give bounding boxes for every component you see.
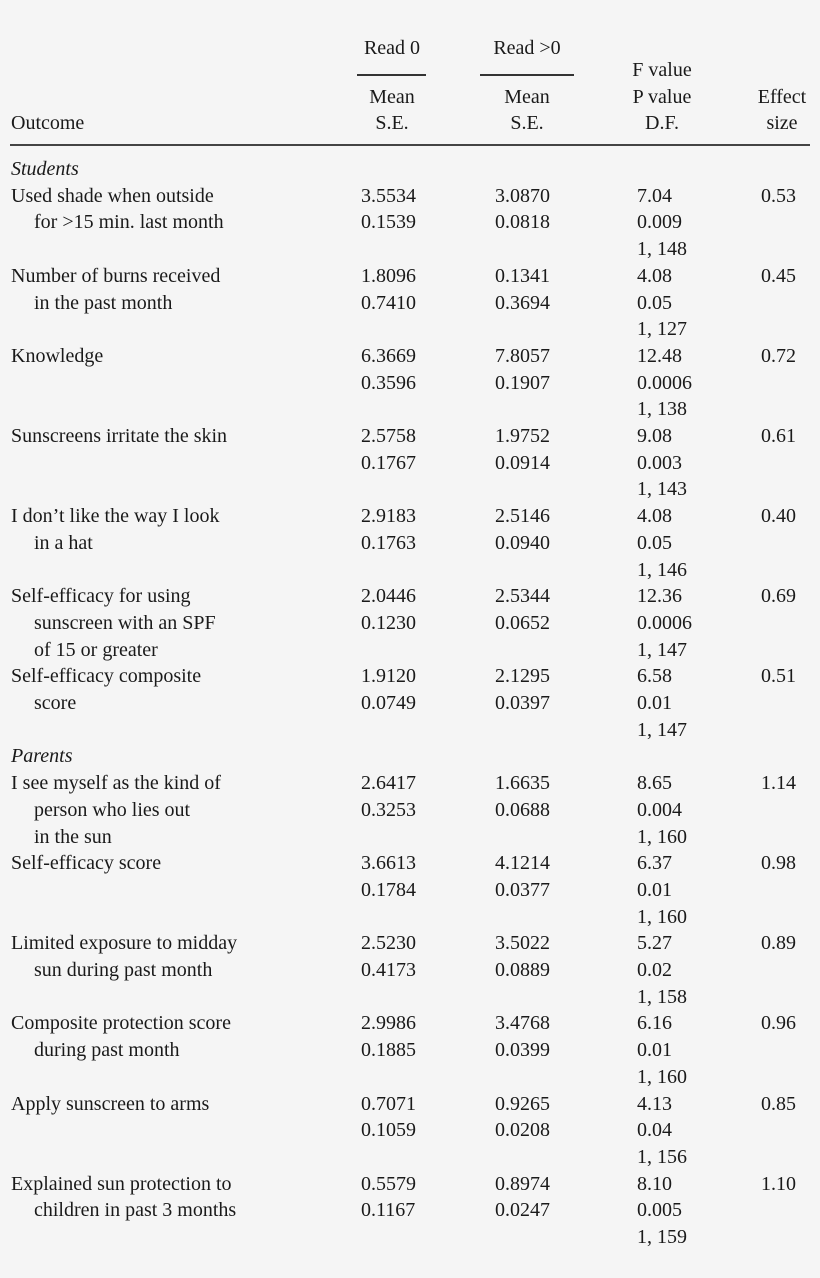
read0-cell <box>361 1091 416 1144</box>
effect-value: 0.61 <box>761 425 796 447</box>
readgt0-se-label: S.E. <box>510 112 544 134</box>
outcome-line: in the past month <box>34 291 173 314</box>
p-value: 0.009 <box>637 211 682 234</box>
read0-se-value: 0.1885 <box>361 1039 416 1062</box>
p-value: 0.005 <box>637 1199 682 1222</box>
read0-cell <box>361 503 416 556</box>
f-value: 12.48 <box>637 344 682 367</box>
read0-cell <box>361 850 416 903</box>
readgt-mean-value: 4.1214 <box>495 852 550 875</box>
read0-cell <box>361 770 416 823</box>
read0-mean-value: 2.5758 <box>361 425 416 447</box>
read0-se-value: 0.3596 <box>361 371 416 394</box>
p-value: 0.004 <box>637 798 682 821</box>
readgt-se-value: 0.0914 <box>495 451 550 474</box>
effect-size-cell <box>761 850 796 877</box>
effect-value: 0.96 <box>761 1012 796 1035</box>
read0-cell <box>361 1171 416 1224</box>
df-value: 1, 158 <box>637 985 687 1008</box>
readgt0-cell <box>495 770 550 823</box>
outcome-cell <box>11 263 220 316</box>
outcome-cell <box>11 583 216 663</box>
read0-se-value: 0.1059 <box>361 1119 416 1142</box>
readgt0-cell <box>495 1171 550 1224</box>
df-value: 1, 148 <box>637 238 687 261</box>
readgt0-cell <box>495 183 550 236</box>
effect-value: 0.45 <box>761 264 796 287</box>
df-value: 1, 156 <box>637 1145 687 1168</box>
read0-group-label: Read 0 <box>363 37 421 59</box>
section-label: Students <box>11 158 79 180</box>
read0-mean-value: 2.6417 <box>361 772 416 795</box>
df-value: 1, 138 <box>637 398 687 421</box>
read0-mean-value: 1.8096 <box>361 264 416 287</box>
outcome-line: I don’t like the way I look <box>11 505 220 528</box>
f-value: 6.58 <box>637 665 672 688</box>
effect-size-cell <box>761 663 796 690</box>
readgt-mean-value: 0.1341 <box>495 264 550 287</box>
outcome-line: score <box>34 692 77 714</box>
stats-cell <box>637 263 687 343</box>
p-value: 0.01 <box>637 1039 672 1062</box>
outcome-line: Explained sun protection to <box>11 1172 232 1195</box>
effect-size-cell <box>761 1171 796 1198</box>
outcome-cell <box>11 503 219 556</box>
readgt-mean-value: 3.5022 <box>495 932 550 955</box>
p-value: 0.05 <box>637 291 672 314</box>
effect-size-cell <box>761 1091 796 1118</box>
outcome-line: Knowledge <box>11 344 104 367</box>
read0-se-value: 0.7410 <box>361 291 416 314</box>
effect-size-cell <box>761 423 796 450</box>
readgt-se-value: 0.0377 <box>495 878 550 901</box>
readgt-se-value: 0.0397 <box>495 692 550 714</box>
stats-cell <box>637 850 687 930</box>
read0-se-value: 0.1784 <box>361 878 416 901</box>
outcome-cell <box>11 850 161 877</box>
f-value: 6.37 <box>637 852 672 875</box>
outcome-cell <box>11 1171 236 1224</box>
stats-cell <box>637 930 687 1010</box>
read0-se-value: 0.1767 <box>361 451 416 474</box>
read0-se-value: 0.1230 <box>361 611 416 634</box>
header-rule <box>10 144 810 146</box>
outcome-line: sunscreen with an SPF <box>34 611 216 634</box>
outcome-line: Composite protection score <box>11 1012 231 1035</box>
readgt-se-value: 0.0399 <box>495 1039 550 1062</box>
f-value: 4.13 <box>637 1092 672 1115</box>
stats-cell <box>637 1091 687 1171</box>
readgt0-group-rule <box>480 74 574 76</box>
stats-cell <box>637 583 692 663</box>
read0-mean-value: 2.9986 <box>361 1012 416 1035</box>
outcome-line: during past month <box>34 1039 180 1062</box>
p-value-label: P value <box>632 86 692 108</box>
readgt-mean-value: 1.9752 <box>495 425 550 447</box>
read0-mean-value: 3.6613 <box>361 852 416 875</box>
effect-size-cell <box>761 930 796 957</box>
df-value: 1, 143 <box>637 478 687 501</box>
effect-value: 0.72 <box>761 344 796 367</box>
outcome-line: in the sun <box>34 825 112 848</box>
f-value: 9.08 <box>637 425 672 447</box>
readgt0-cell <box>495 583 550 636</box>
outcome-cell <box>11 930 237 983</box>
outcome-cell <box>11 770 221 850</box>
read0-cell <box>361 263 416 316</box>
readgt-se-value: 0.3694 <box>495 291 550 314</box>
readgt0-cell <box>495 503 550 556</box>
read0-se-value: 0.1167 <box>361 1199 416 1222</box>
read0-se-value: 0.4173 <box>361 959 416 981</box>
readgt0-cell <box>495 850 550 903</box>
stats-cell <box>637 1010 687 1090</box>
read0-se-label: S.E. <box>375 112 409 134</box>
df-value: 1, 160 <box>637 905 687 928</box>
outcome-line: in a hat <box>34 531 93 554</box>
read0-group-rule <box>357 74 426 76</box>
f-value: 6.16 <box>637 1012 672 1035</box>
section-label: Parents <box>11 745 73 768</box>
readgt-se-value: 0.0208 <box>495 1119 550 1142</box>
effect-value: 0.98 <box>761 852 796 875</box>
outcome-line: for >15 min. last month <box>34 211 224 234</box>
stats-cell <box>637 343 692 423</box>
f-value: 8.65 <box>637 772 672 795</box>
effect-size-cell <box>761 343 796 370</box>
readgt0-cell <box>495 930 550 983</box>
read0-mean-label: Mean <box>369 86 415 108</box>
read0-mean-value: 2.5230 <box>361 932 416 955</box>
effect-value: 0.40 <box>761 505 796 528</box>
df-value: 1, 146 <box>637 558 687 581</box>
effect-value: 1.10 <box>761 1172 796 1195</box>
effect-size-cell <box>761 1010 796 1037</box>
effect-size-cell <box>761 770 796 797</box>
readgt-se-value: 0.0818 <box>495 211 550 234</box>
p-value: 0.05 <box>637 531 672 554</box>
df-label: D.F. <box>645 112 679 134</box>
outcome-cell <box>11 183 224 236</box>
outcome-cell <box>11 423 227 450</box>
readgt-se-value: 0.1907 <box>495 371 550 394</box>
p-value: 0.01 <box>637 692 672 714</box>
readgt0-cell <box>495 343 550 396</box>
stats-cell <box>637 503 687 583</box>
p-value: 0.0006 <box>637 371 692 394</box>
outcome-line: children in past 3 months <box>34 1199 237 1222</box>
read0-cell <box>361 930 416 983</box>
p-value: 0.0006 <box>637 611 692 634</box>
p-value: 0.003 <box>637 451 682 474</box>
read0-mean-value: 0.5579 <box>361 1172 416 1195</box>
outcome-line: Sunscreens irritate the skin <box>11 425 228 447</box>
readgt0-group-label: Read >0 <box>493 37 561 59</box>
readgt-mean-value: 2.1295 <box>495 665 550 688</box>
readgt-mean-value: 2.5146 <box>495 505 550 528</box>
readgt-mean-value: 0.8974 <box>495 1172 550 1195</box>
outcome-line: Used shade when outside <box>11 184 214 207</box>
outcome-column-header: Outcome <box>11 112 85 134</box>
readgt0-mean-label: Mean <box>504 86 550 108</box>
stats-cell <box>637 423 687 503</box>
effect-size-cell <box>761 503 796 530</box>
outcome-line: Apply sunscreen to arms <box>11 1092 210 1115</box>
readgt-mean-value: 7.8057 <box>495 344 550 367</box>
outcome-line: Limited exposure to midday <box>11 932 238 955</box>
outcome-cell <box>11 663 201 716</box>
readgt-mean-value: 2.5344 <box>495 585 550 608</box>
outcome-line: Self-efficacy for using <box>11 585 191 608</box>
f-value-label: F value <box>632 59 692 81</box>
outcome-line: person who lies out <box>34 798 191 821</box>
effect-size-cell <box>761 183 796 210</box>
readgt0-cell <box>495 1091 550 1144</box>
f-value: 7.04 <box>637 184 672 207</box>
readgt-mean-value: 3.4768 <box>495 1012 550 1035</box>
df-value: 1, 160 <box>637 1065 687 1088</box>
read0-cell <box>361 423 416 476</box>
stats-cell <box>637 183 687 263</box>
p-value: 0.01 <box>637 878 672 901</box>
df-value: 1, 147 <box>637 638 687 661</box>
outcome-cell <box>11 343 103 370</box>
stats-cell <box>637 770 687 850</box>
readgt-se-value: 0.0247 <box>495 1199 550 1222</box>
p-value: 0.04 <box>637 1119 672 1142</box>
outcome-line: of 15 or greater <box>34 638 158 661</box>
readgt0-cell <box>495 263 550 316</box>
df-value: 1, 147 <box>637 718 687 741</box>
f-value: 4.08 <box>637 264 672 287</box>
effect-value: 1.14 <box>761 772 796 795</box>
effect-value: 0.51 <box>761 665 796 688</box>
readgt-mean-value: 3.0870 <box>495 184 550 207</box>
effect-label: Effect <box>757 86 807 108</box>
outcome-line: sun during past month <box>34 959 213 981</box>
stats-cell <box>637 1171 687 1251</box>
read0-se-value: 0.0749 <box>361 692 416 714</box>
f-value: 12.36 <box>637 585 682 608</box>
read0-cell <box>361 183 416 236</box>
f-value: 5.27 <box>637 932 672 955</box>
df-value: 1, 127 <box>637 318 687 341</box>
readgt-se-value: 0.0652 <box>495 611 550 634</box>
read0-mean-value: 0.7071 <box>361 1092 416 1115</box>
readgt-mean-value: 0.9265 <box>495 1092 550 1115</box>
effect-size-cell <box>761 583 796 610</box>
read0-se-value: 0.1539 <box>361 211 416 234</box>
f-value: 8.10 <box>637 1172 672 1195</box>
size-label: size <box>766 112 798 134</box>
outcome-cell <box>11 1010 231 1063</box>
effect-value: 0.69 <box>761 585 796 608</box>
f-value: 4.08 <box>637 505 672 528</box>
readgt0-cell <box>495 1010 550 1063</box>
outcome-line: Self-efficacy composite <box>11 665 202 688</box>
readgt-se-value: 0.0889 <box>495 959 550 981</box>
readgt0-cell <box>495 663 550 716</box>
effect-value: 0.53 <box>761 184 796 207</box>
read0-mean-value: 6.3669 <box>361 344 416 367</box>
read0-mean-value: 1.9120 <box>361 665 416 688</box>
read0-se-value: 0.3253 <box>361 798 416 821</box>
readgt-se-value: 0.0688 <box>495 798 550 821</box>
effect-size-cell <box>761 263 796 290</box>
effect-value: 0.85 <box>761 1092 796 1115</box>
outcome-line: I see myself as the kind of <box>11 772 221 795</box>
outcome-cell <box>11 1091 209 1118</box>
df-value: 1, 159 <box>637 1226 687 1248</box>
stats-cell <box>637 663 687 743</box>
readgt-mean-value: 1.6635 <box>495 772 550 795</box>
df-value: 1, 160 <box>637 825 687 848</box>
readgt-se-value: 0.0940 <box>495 531 550 554</box>
outcome-line: Self-efficacy score <box>11 852 162 875</box>
read0-mean-value: 2.0446 <box>361 585 416 608</box>
read0-mean-value: 3.5534 <box>361 184 416 207</box>
outcome-line: Number of burns received <box>11 264 221 287</box>
read0-cell <box>361 583 416 636</box>
read0-cell <box>361 1010 416 1063</box>
read0-cell <box>361 343 416 396</box>
read0-cell <box>361 663 416 716</box>
read0-mean-value: 2.9183 <box>361 505 416 528</box>
read0-se-value: 0.1763 <box>361 531 416 554</box>
p-value: 0.02 <box>637 959 672 981</box>
effect-value: 0.89 <box>761 932 796 955</box>
readgt0-cell <box>495 423 550 476</box>
